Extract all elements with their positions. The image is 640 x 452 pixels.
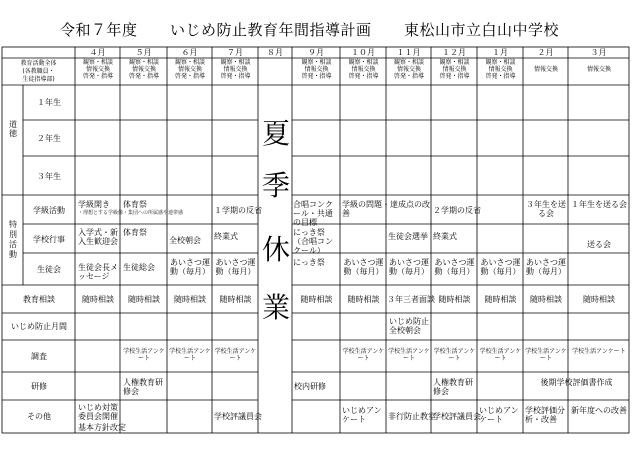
gakko-cell: 生徒会選挙	[388, 232, 428, 241]
row-label-sonota: その他	[27, 412, 51, 421]
chousa-cell: 学校生活アンケート	[214, 348, 257, 362]
gakko-cell: にっき祭（合唱コンクール）	[293, 228, 333, 255]
month-header: ３月	[590, 48, 607, 57]
teacher-cell: 観察・相談 情報交換 啓発・指導	[485, 59, 516, 80]
month-header: ４月	[89, 48, 106, 57]
sonota-cell: 学校評議員会	[433, 412, 481, 421]
row-label-ijime-month: いじめ防止月間	[11, 322, 67, 331]
chousa-cell: 学校生活アンケート	[525, 348, 567, 362]
month-header: １月	[492, 48, 508, 57]
gakkyu-cell: 学級開き	[78, 200, 110, 209]
soudan-cell: 随時相談	[300, 295, 333, 304]
teacher-cell: 観察・相談 情報交換 啓発・指導	[301, 59, 332, 80]
row-label-grade3: ３年生	[37, 172, 61, 181]
gakkyu-cell: １学期の反省	[214, 206, 262, 215]
kenshu-cell: 後期学校評価書作成	[540, 378, 613, 387]
seitokai-cell: あいさつ運動（毎月）	[526, 258, 566, 276]
month-header: ２月	[537, 48, 554, 57]
ijime-month-cell: いじめ防止全校朝会	[389, 317, 429, 335]
month-header: ８月	[267, 48, 283, 57]
seitokai-cell: あいさつ運動（毎月）	[434, 258, 475, 276]
seitokai-cell: にっき祭	[293, 258, 325, 267]
sonota-cell: いじめ対策委員会開催	[78, 403, 118, 421]
gakkyu-cell: 体育祭	[123, 200, 147, 209]
teacher-cell: 観察・相談 情報交換 啓発・指導	[220, 59, 251, 80]
chousa-cell: 学校生活アンケート	[169, 348, 211, 362]
row-label-seitokai: 生徒会	[37, 265, 61, 274]
row-label-grade2: ２年生	[37, 134, 61, 143]
teacher-cell: 観察・相談 情報交換 啓発・指導	[439, 59, 470, 80]
teacher-cell: 情報交換	[586, 66, 611, 73]
vacation-char: 季	[262, 169, 291, 202]
seitokai-cell: あいさつ運動（毎月）	[215, 258, 256, 276]
month-header: ６月	[181, 48, 198, 57]
soudan-cell: 随時相談	[438, 295, 471, 304]
month-header: ７月	[227, 48, 243, 57]
soudan-cell: 随時相談	[219, 295, 252, 304]
sonota-cell: 基本方針改定	[78, 423, 126, 432]
gakkyu-cell: ２学期の反省	[433, 206, 481, 215]
month-header: ９月	[308, 48, 324, 57]
seitokai-cell: 生徒会長メッセージ	[78, 263, 118, 281]
gakko-cell: 入学式・新入生歓迎会	[78, 228, 118, 246]
row-label-morals: 道 徳	[9, 120, 17, 138]
document-title: いじめ防止教育年間指導計画	[170, 21, 372, 39]
gakkyu-cell: 合唱コンクール・共通の目標	[293, 200, 333, 227]
row-label-chousa: 調査	[31, 352, 47, 361]
school-name: 東松山市立白山中学校	[404, 21, 560, 39]
sonota-cell: いじめアンケート	[342, 406, 382, 424]
seitokai-cell: あいさつ運動（毎月）	[343, 258, 384, 276]
row-label-kyoiku-soudan: 教育相談	[23, 295, 55, 304]
sonota-cell: 学校評価分析・改善	[525, 406, 565, 424]
soudan-cell: 随時相談	[82, 295, 114, 304]
kenshu-cell: 校内研修	[294, 382, 326, 391]
chousa-cell: 学校生活アンケート	[388, 348, 430, 362]
sonota-cell: いじめアンケート	[479, 406, 519, 424]
month-header: １１月	[396, 48, 421, 57]
row-label-teachers: 教育活動全体 (各教職員・ 生徒指導部)	[20, 60, 57, 83]
soudan-cell: 随時相談	[128, 295, 160, 304]
gakkyu-note: ・集団への所属感や連帯感	[123, 210, 184, 216]
row-label-kenshu: 研修	[31, 382, 47, 391]
gakkyu-cell: ３年生を送る会	[526, 200, 566, 218]
soudan-cell: 随時相談	[484, 295, 517, 304]
teacher-cell: 観察・相談 情報交換 啓発・指導	[128, 59, 159, 80]
soudan-cell: ３年三者面談	[387, 295, 435, 304]
chousa-cell: 学校生活アンケート	[342, 348, 385, 362]
month-header: １２月	[442, 48, 466, 57]
sonota-cell: 学校評議員会	[214, 412, 262, 421]
teacher-cell: 観察・相談 情報交換 啓発・指導	[174, 59, 205, 80]
gakkyu-cell: １年生を送る会	[571, 200, 627, 209]
sonota-cell: 非行防止教室	[388, 412, 436, 421]
chousa-cell: 学校生活アンケート	[123, 348, 165, 362]
soudan-cell: 随時相談	[583, 295, 615, 304]
gakko-cell: 体育祭	[123, 228, 147, 237]
chousa-cell: 学校生活アンケート	[572, 348, 626, 355]
gakko-cell: 送る会	[587, 240, 611, 249]
row-label-grade1: １年生	[37, 98, 61, 107]
sonota-cell: 新年度への改善	[571, 406, 627, 415]
chousa-cell: 学校生活アンケート	[479, 348, 522, 362]
row-label-gakko: 学校行事	[33, 235, 65, 244]
gakko-cell: 終業式	[214, 232, 238, 241]
seitokai-cell: あいさつ運動（毎月）	[389, 258, 429, 276]
teacher-cell: 情報交換	[533, 66, 558, 73]
month-header: ５月	[135, 48, 152, 57]
vacation-char: 休	[262, 233, 291, 266]
gakko-cell: 全校朝会	[169, 236, 201, 245]
teacher-cell: 観察・相談 情報交換 啓発・指導	[82, 59, 113, 80]
gakkyu-cell: 学級の問題・達成点の改善	[342, 200, 430, 218]
vacation-char: 業	[262, 291, 291, 324]
vacation-char: 夏	[262, 117, 291, 150]
seitokai-cell: あいさつ運動（毎月）	[480, 258, 521, 276]
soudan-cell: 随時相談	[174, 295, 206, 304]
teacher-cell: 観察・相談 情報交換 啓発・指導	[393, 59, 424, 80]
soudan-cell: 随時相談	[347, 295, 380, 304]
seitokai-cell: あいさつ運動（毎月）	[170, 258, 210, 276]
kenshu-cell: 人権教育研修会	[123, 378, 163, 396]
chousa-cell: 学校生活アンケート	[433, 348, 476, 362]
teacher-cell: 観察・相談 情報交換 啓発・指導	[348, 59, 379, 80]
row-label-special: 特 別 活 動	[9, 220, 17, 259]
row-label-gakkyu: 学級活動	[33, 206, 65, 215]
soudan-cell: 随時相談	[530, 295, 562, 304]
kenshu-cell: 人権教育研修会	[433, 378, 473, 396]
month-header: １０月	[351, 48, 375, 57]
year-label: 令和７年度	[60, 21, 138, 39]
gakko-cell: 終業式	[433, 232, 457, 241]
seitokai-cell: 生徒総会	[123, 263, 155, 272]
gakkyu-note: ・理想とする学級像	[78, 210, 124, 216]
